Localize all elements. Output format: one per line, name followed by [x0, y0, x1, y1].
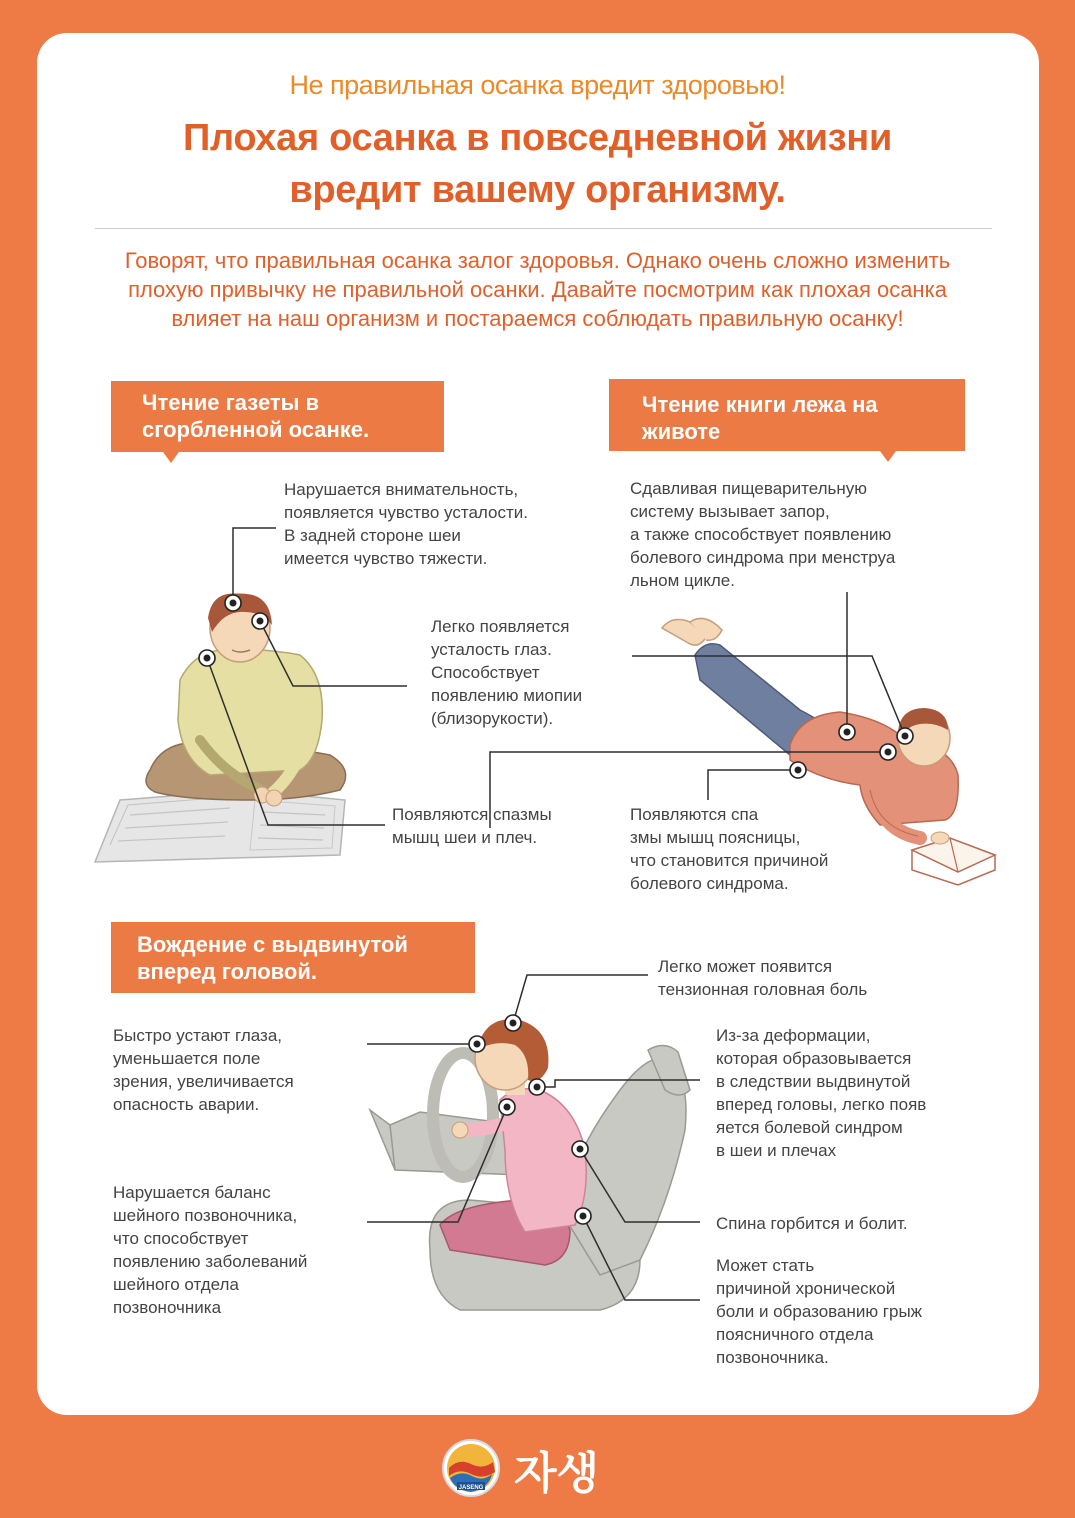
section3-banner	[111, 922, 475, 993]
note-back-hunch: Спина горбится и болит.	[716, 1214, 908, 1233]
section2-banner	[609, 379, 965, 451]
note-attention: Нарушается внимательность, появляется чувство усталости. В задней стороне шеи имеется чувство тяжести.	[284, 480, 528, 568]
banner-pointer	[163, 452, 179, 463]
note-eye-fatigue: Легко появляется усталость глаз. Способствует появлению миопии (близорукости).	[431, 617, 583, 728]
intro-line: Говорят, что правильная осанка залог здоровья. Однако очень сложно изменить	[124, 248, 951, 273]
logo-small-text: JASENG	[458, 1485, 484, 1491]
banner-line: животе	[642, 419, 721, 444]
note-headache: Легко может появится тензионная головная боль	[658, 957, 868, 999]
section1-banner	[111, 381, 444, 452]
note-neck-spasms: Появляются спазмы мышц шеи и плеч.	[392, 805, 552, 847]
intro-line: плохую привычку не правильной осанки. Давайте посмотрим как плохая осанка	[128, 277, 947, 302]
subtitle: Не правильная осанка вредит здоровью!	[289, 70, 786, 100]
note-hernia: Может стать причиной хронической боли и образованию грыж поясничного отдела позвоночника.	[716, 1256, 923, 1367]
driver-illustration	[370, 1019, 690, 1310]
title-line-2: вредит вашему организму.	[289, 169, 786, 211]
note-neck-deformation: Из-за деформации, которая образовывается в следствии выдвинутой вперед головы, легко появ яется болевой синдром в шеи и плечах	[716, 1026, 927, 1160]
note-eyes-tired: Быстро устают глаза, уменьшается поле зрения, увеличивается опасность аварии.	[113, 1026, 294, 1114]
banner-line: Вождение с выдвинутой	[137, 932, 408, 957]
banner-line: Чтение газеты в	[142, 390, 320, 415]
title-line-1: Плохая осанка в повседневной жизни	[182, 117, 893, 159]
banner-line: вперед головой.	[137, 959, 317, 984]
note-lower-back: Появляются спа змы мышц поясницы, что становится причиной болевого синдрома.	[630, 805, 829, 893]
banner-pointer	[880, 451, 896, 462]
note-cervical-balance: Нарушается баланс шейного позвоночника, что способствует появлению заболеваний шейного отдела позвоночника	[113, 1183, 308, 1317]
intro-line: влияет на наш организм и постараемся соблюдать правильную осанку!	[171, 306, 904, 331]
logo-emblem-svg	[441, 1438, 501, 1498]
logo-emblem-icon	[441, 1438, 501, 1498]
banner-line: сгорбленной осанке.	[142, 417, 370, 442]
note-digestion: Сдавливая пищеварительную систему вызывает запор, а также способствует появлению болевого синдрома при менструа льном цикле.	[630, 479, 896, 590]
logo-text: 자생	[514, 1448, 600, 1499]
newspaper-reader-illustration	[95, 594, 346, 863]
banner-line: Чтение книги лежа на	[642, 392, 878, 417]
